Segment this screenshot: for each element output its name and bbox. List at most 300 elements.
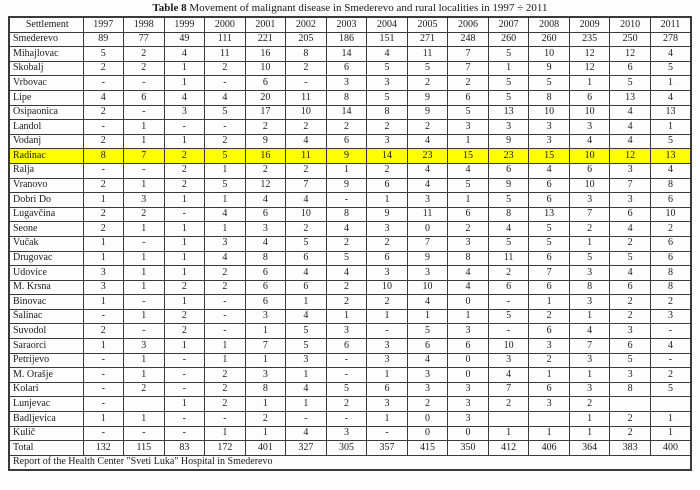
value-cell: 3	[367, 134, 408, 149]
value-cell: 400	[650, 441, 691, 456]
value-cell: 1	[650, 426, 691, 441]
table-row	[9, 339, 691, 354]
value-cell: 2	[83, 61, 124, 76]
value-cell: 4	[367, 47, 408, 62]
value-cell: 1	[245, 426, 286, 441]
settlement-name-cell: Total	[9, 441, 83, 456]
value-cell: 5	[407, 61, 448, 76]
value-cell: 4	[610, 222, 651, 237]
value-cell: 1	[124, 353, 165, 368]
value-cell: 1	[205, 193, 246, 208]
value-cell: -	[205, 76, 246, 91]
value-cell: 3	[610, 193, 651, 208]
value-cell: 6	[326, 134, 367, 149]
value-cell: 7	[245, 339, 286, 354]
value-cell: 1	[205, 426, 246, 441]
value-cell: 2	[326, 397, 367, 412]
value-cell: 23	[488, 149, 529, 164]
value-cell: 8	[326, 90, 367, 105]
value-cell: 5	[488, 193, 529, 208]
table-caption: Movement of malignant disease in Smederevo and rural localities in 1997 ÷ 2011	[186, 2, 548, 14]
value-cell: 9	[407, 105, 448, 120]
value-cell: 10	[286, 207, 327, 222]
settlement-name-cell: Dobri Do	[9, 193, 83, 208]
value-cell: 2	[326, 120, 367, 135]
value-cell: 3	[488, 120, 529, 135]
value-cell: 3	[245, 309, 286, 324]
value-cell: 3	[610, 324, 651, 339]
value-cell: 2	[83, 178, 124, 193]
value-cell: 4	[286, 266, 327, 281]
value-cell: 2	[488, 266, 529, 281]
settlement-name-cell: Smederevo	[9, 32, 83, 47]
value-cell: 1	[124, 120, 165, 135]
value-cell: 3	[83, 266, 124, 281]
value-cell: -	[164, 426, 205, 441]
value-cell: 3	[569, 353, 610, 368]
value-cell: 12	[610, 149, 651, 164]
settlement-name-cell: Petrijevo	[9, 353, 83, 368]
value-cell: 4	[245, 193, 286, 208]
value-cell: 3	[529, 120, 570, 135]
value-cell: 6	[245, 76, 286, 91]
settlement-name-cell: Drugovac	[9, 251, 83, 266]
value-cell: 2	[124, 61, 165, 76]
year-column-header: 2003	[326, 17, 367, 32]
value-cell: 115	[124, 441, 165, 456]
value-cell: 5	[286, 324, 327, 339]
value-cell: 3	[448, 120, 489, 135]
value-cell: 5	[488, 76, 529, 91]
value-cell	[124, 397, 165, 412]
value-cell: 2	[286, 120, 327, 135]
value-cell: 5	[83, 47, 124, 62]
value-cell: 2	[529, 309, 570, 324]
value-cell: 4	[407, 295, 448, 310]
value-cell: -	[326, 193, 367, 208]
value-cell: -	[164, 207, 205, 222]
value-cell: 1	[205, 339, 246, 354]
value-cell: 4	[650, 163, 691, 178]
value-cell: 2	[124, 382, 165, 397]
value-cell: 12	[245, 178, 286, 193]
value-cell: 2	[164, 149, 205, 164]
value-cell: 8	[245, 251, 286, 266]
value-cell: 3	[326, 426, 367, 441]
value-cell: 1	[83, 295, 124, 310]
value-cell: 3	[367, 222, 408, 237]
value-cell: 1	[124, 266, 165, 281]
table-row	[9, 309, 691, 324]
value-cell: 4	[569, 134, 610, 149]
value-cell: 1	[164, 236, 205, 251]
value-cell: 2	[124, 47, 165, 62]
value-cell: 6	[488, 163, 529, 178]
value-cell: 7	[488, 382, 529, 397]
value-cell: 7	[286, 178, 327, 193]
table-row	[9, 32, 691, 47]
value-cell: 7	[448, 47, 489, 62]
value-cell: 3	[569, 295, 610, 310]
value-cell: 14	[326, 47, 367, 62]
settlement-name-cell: Šalinac	[9, 309, 83, 324]
value-cell: 49	[164, 32, 205, 47]
value-cell: 1	[529, 368, 570, 383]
value-cell: 3	[367, 339, 408, 354]
value-cell: 3	[367, 353, 408, 368]
value-cell: 1	[245, 397, 286, 412]
value-cell: 111	[205, 32, 246, 47]
value-cell: 1	[367, 368, 408, 383]
value-cell: 4	[488, 368, 529, 383]
header-row	[9, 17, 691, 32]
value-cell: 6	[569, 163, 610, 178]
settlement-column-header: Settlement	[9, 17, 83, 32]
value-cell: 5	[286, 339, 327, 354]
value-cell: 5	[610, 251, 651, 266]
value-cell: 6	[529, 382, 570, 397]
value-cell: 6	[569, 90, 610, 105]
value-cell: 4	[529, 163, 570, 178]
value-cell: 9	[488, 178, 529, 193]
value-cell: 20	[245, 90, 286, 105]
table-row	[9, 76, 691, 91]
value-cell: 3	[610, 368, 651, 383]
value-cell: 8	[286, 47, 327, 62]
value-cell: 3	[245, 222, 286, 237]
value-cell: 4	[286, 382, 327, 397]
settlement-name-cell: M. Orašje	[9, 368, 83, 383]
value-cell: -	[124, 236, 165, 251]
value-cell: 10	[569, 105, 610, 120]
value-cell: 2	[205, 134, 246, 149]
table-number-label: Table 8	[152, 2, 187, 14]
table-row	[9, 61, 691, 76]
value-cell: 2	[326, 236, 367, 251]
value-cell: 7	[610, 178, 651, 193]
value-cell: 12	[569, 61, 610, 76]
value-cell: 3	[448, 412, 489, 427]
value-cell: 260	[488, 32, 529, 47]
settlement-name-cell: Vranovo	[9, 178, 83, 193]
value-cell: 5	[650, 382, 691, 397]
value-cell: 4	[407, 353, 448, 368]
value-cell: 1	[448, 134, 489, 149]
value-cell: 4	[610, 120, 651, 135]
value-cell: -	[83, 353, 124, 368]
year-column-header: 2010	[610, 17, 651, 32]
value-cell: -	[124, 426, 165, 441]
table-row	[9, 47, 691, 62]
value-cell: 23	[407, 149, 448, 164]
value-cell: 2	[367, 295, 408, 310]
value-cell: 4	[326, 266, 367, 281]
value-cell: 3	[488, 353, 529, 368]
value-cell: 0	[448, 353, 489, 368]
value-cell: 1	[205, 353, 246, 368]
value-cell: 8	[650, 280, 691, 295]
value-cell: 14	[367, 149, 408, 164]
table-source-note: Report of the Health Center "Sveti Luka" Hospital in Smederevo	[9, 455, 691, 470]
value-cell: 1	[164, 222, 205, 237]
value-cell	[529, 412, 570, 427]
settlement-name-cell: Badljevica	[9, 412, 83, 427]
value-cell: 6	[245, 266, 286, 281]
value-cell: 8	[610, 382, 651, 397]
value-cell: 5	[205, 105, 246, 120]
value-cell: 3	[245, 368, 286, 383]
value-cell: 83	[164, 441, 205, 456]
value-cell: 3	[205, 236, 246, 251]
year-column-header: 2008	[529, 17, 570, 32]
value-cell: 6	[529, 178, 570, 193]
value-cell: 8	[367, 105, 408, 120]
value-cell: 1	[367, 412, 408, 427]
value-cell: 2	[448, 76, 489, 91]
value-cell: 15	[529, 149, 570, 164]
value-cell: 6	[529, 251, 570, 266]
value-cell: 2	[367, 163, 408, 178]
value-cell: 9	[407, 251, 448, 266]
value-cell: 2	[569, 397, 610, 412]
total-row	[9, 441, 691, 456]
value-cell: 8	[650, 178, 691, 193]
value-cell: 1	[286, 368, 327, 383]
value-cell: 14	[326, 105, 367, 120]
value-cell: 4	[286, 134, 327, 149]
value-cell: 1	[650, 412, 691, 427]
value-cell: 2	[326, 280, 367, 295]
value-cell: 2	[83, 134, 124, 149]
table-row	[9, 412, 691, 427]
value-cell: 2	[610, 426, 651, 441]
value-cell: -	[326, 353, 367, 368]
value-cell: 6	[610, 339, 651, 354]
value-cell: 11	[407, 47, 448, 62]
value-cell: 0	[448, 295, 489, 310]
value-cell: 1	[367, 193, 408, 208]
value-cell: -	[164, 353, 205, 368]
value-cell: -	[326, 412, 367, 427]
value-cell: 1	[124, 134, 165, 149]
value-cell: 1	[164, 134, 205, 149]
year-column-header: 2000	[205, 17, 246, 32]
value-cell: 4	[610, 266, 651, 281]
settlement-name-cell: Vodanj	[9, 134, 83, 149]
value-cell: 8	[245, 382, 286, 397]
value-cell: 7	[569, 339, 610, 354]
value-cell: 1	[407, 309, 448, 324]
value-cell: 4	[407, 178, 448, 193]
value-cell: -	[124, 105, 165, 120]
value-cell: 5	[367, 61, 408, 76]
value-cell: 3	[83, 280, 124, 295]
value-cell: -	[83, 120, 124, 135]
value-cell: 2	[610, 412, 651, 427]
value-cell: 10	[245, 61, 286, 76]
value-cell: 401	[245, 441, 286, 456]
value-cell: 2	[245, 163, 286, 178]
value-cell: 2	[569, 222, 610, 237]
value-cell: 2	[164, 280, 205, 295]
year-column-header: 1997	[83, 17, 124, 32]
value-cell: 0	[448, 368, 489, 383]
value-cell: 4	[164, 90, 205, 105]
value-cell: 1	[569, 426, 610, 441]
value-cell: 5	[529, 222, 570, 237]
value-cell: -	[286, 76, 327, 91]
value-cell: 6	[326, 339, 367, 354]
value-cell: 9	[326, 149, 367, 164]
value-cell: 4	[245, 236, 286, 251]
settlement-name-cell: Lugavčina	[9, 207, 83, 222]
table-row	[9, 295, 691, 310]
value-cell: 5	[367, 90, 408, 105]
value-cell: 13	[650, 105, 691, 120]
value-cell: 1	[124, 368, 165, 383]
settlement-name-cell: Ralja	[9, 163, 83, 178]
value-cell: 271	[407, 32, 448, 47]
value-cell: 2	[610, 295, 651, 310]
value-cell: 5	[407, 324, 448, 339]
value-cell: -	[205, 295, 246, 310]
value-cell: 4	[569, 324, 610, 339]
value-cell: 6	[610, 61, 651, 76]
malignant-disease-table	[8, 16, 692, 471]
value-cell: 1	[448, 193, 489, 208]
value-cell	[610, 397, 651, 412]
table-row	[9, 222, 691, 237]
value-cell: 11	[286, 149, 327, 164]
value-cell: 9	[407, 90, 448, 105]
value-cell: 6	[245, 280, 286, 295]
table-body	[9, 32, 691, 455]
value-cell: -	[83, 426, 124, 441]
value-cell: 3	[286, 353, 327, 368]
table-row	[9, 266, 691, 281]
value-cell: 412	[488, 441, 529, 456]
value-cell: 9	[245, 134, 286, 149]
value-cell: 4	[205, 207, 246, 222]
value-cell: 2	[83, 207, 124, 222]
table-row	[9, 90, 691, 105]
value-cell: 5	[488, 47, 529, 62]
settlement-name-cell: Lipe	[9, 90, 83, 105]
value-cell: 3	[164, 105, 205, 120]
value-cell: 2	[205, 397, 246, 412]
value-cell: 4	[205, 90, 246, 105]
value-cell: 4	[407, 134, 448, 149]
value-cell: 2	[650, 222, 691, 237]
value-cell: 5	[205, 178, 246, 193]
value-cell: 4	[650, 339, 691, 354]
value-cell: 17	[245, 105, 286, 120]
value-cell: 5	[326, 382, 367, 397]
value-cell: 2	[83, 324, 124, 339]
value-cell: 1	[245, 353, 286, 368]
value-cell: 6	[529, 193, 570, 208]
value-cell: 3	[407, 368, 448, 383]
value-cell: 4	[610, 105, 651, 120]
value-cell	[488, 412, 529, 427]
value-cell: -	[650, 324, 691, 339]
value-cell: 3	[569, 382, 610, 397]
value-cell: -	[83, 368, 124, 383]
value-cell: 6	[488, 280, 529, 295]
value-cell: 9	[367, 207, 408, 222]
value-cell: 3	[326, 324, 367, 339]
value-cell: 6	[245, 207, 286, 222]
value-cell: 364	[569, 441, 610, 456]
value-cell: 6	[650, 251, 691, 266]
table-row	[9, 324, 691, 339]
value-cell: 2	[205, 382, 246, 397]
value-cell: 1	[650, 76, 691, 91]
value-cell: 10	[367, 280, 408, 295]
value-cell: 1	[164, 397, 205, 412]
value-cell: 5	[205, 149, 246, 164]
value-cell: 6	[286, 251, 327, 266]
table-row	[9, 382, 691, 397]
table-row	[9, 105, 691, 120]
year-column-header: 2007	[488, 17, 529, 32]
table-row	[9, 236, 691, 251]
value-cell: 1	[164, 295, 205, 310]
value-cell: 132	[83, 441, 124, 456]
value-cell: 11	[488, 251, 529, 266]
value-cell: 7	[529, 266, 570, 281]
value-cell: -	[164, 412, 205, 427]
value-cell: 6	[367, 178, 408, 193]
value-cell: 2	[610, 309, 651, 324]
value-cell: 2	[529, 353, 570, 368]
settlement-name-cell: Landol	[9, 120, 83, 135]
value-cell: 3	[529, 134, 570, 149]
value-cell: 2	[245, 412, 286, 427]
value-cell: 16	[245, 47, 286, 62]
value-cell: 1	[367, 309, 408, 324]
value-cell: 2	[83, 105, 124, 120]
value-cell: 4	[286, 426, 327, 441]
table-row-highlighted	[9, 149, 691, 164]
settlement-name-cell: M. Krsna	[9, 280, 83, 295]
value-cell: 1	[286, 397, 327, 412]
year-column-header: 1998	[124, 17, 165, 32]
value-cell: 3	[124, 339, 165, 354]
table-row	[9, 120, 691, 135]
value-cell: 4	[448, 280, 489, 295]
value-cell: 1	[83, 412, 124, 427]
value-cell: 260	[529, 32, 570, 47]
value-cell: 9	[326, 178, 367, 193]
value-cell: -	[367, 324, 408, 339]
value-cell: 5	[529, 76, 570, 91]
year-column-header: 2009	[569, 17, 610, 32]
value-cell: 2	[367, 120, 408, 135]
value-cell: 7	[569, 207, 610, 222]
value-cell: 6	[367, 251, 408, 266]
value-cell: -	[164, 382, 205, 397]
value-cell: -	[650, 353, 691, 368]
value-cell: -	[83, 76, 124, 91]
table-row	[9, 178, 691, 193]
value-cell: 3	[569, 266, 610, 281]
value-cell: 13	[488, 105, 529, 120]
settlement-name-cell: Vrbovac	[9, 76, 83, 91]
value-cell: 357	[367, 441, 408, 456]
value-cell: 4	[448, 266, 489, 281]
value-cell: 1	[245, 324, 286, 339]
